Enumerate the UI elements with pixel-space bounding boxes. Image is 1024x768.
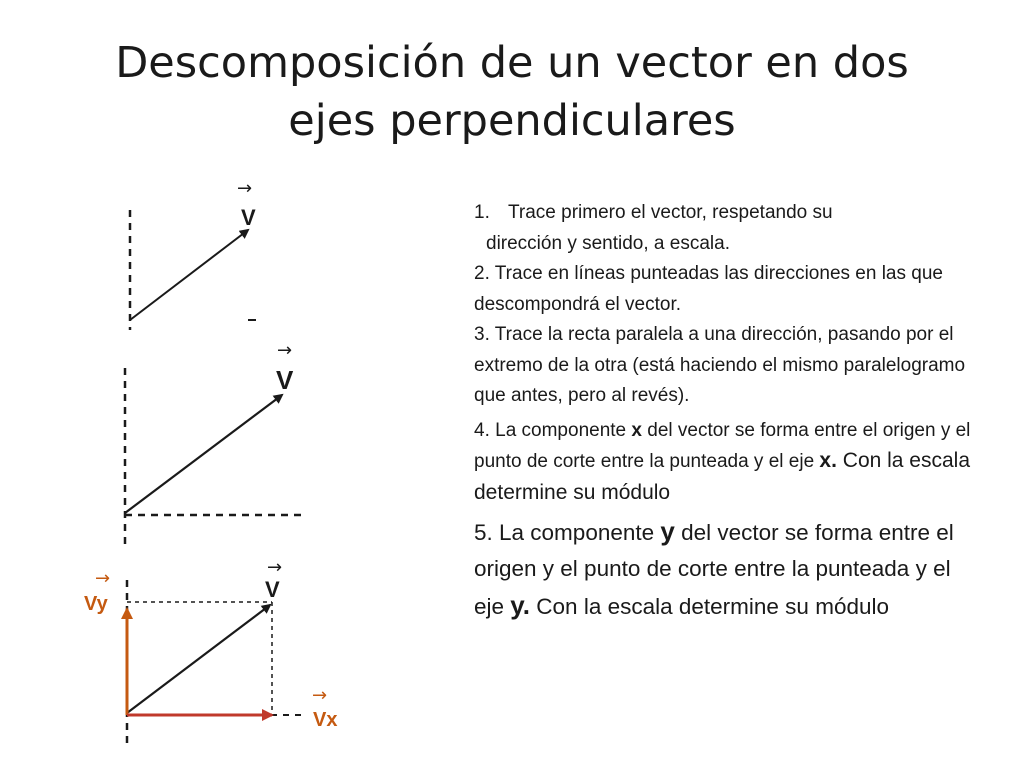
step-5-variable-y: y <box>660 516 675 546</box>
panel-2-vector <box>125 395 282 513</box>
step-5-part-1: 5. La componente <box>474 520 661 545</box>
step-5-part-3: Con la escala determine su módulo <box>530 594 889 619</box>
panel-1-vector-label: V <box>241 205 256 230</box>
step-3: 3. Trace la recta paralela a una dirección, pasando por el extremo de la otra (está haciendo el mismo paralelogramo que antes, pero al revés). <box>474 324 966 406</box>
step-1-line-1: Trace primero el vector, respetando su <box>508 202 833 223</box>
panel-3-vector-arrow-symbol: → <box>267 557 283 578</box>
step-4-part-1: 4. La componente <box>474 419 632 441</box>
step-1-line-2: dirección y sentido, a escala. <box>486 232 730 254</box>
panel-1 <box>130 210 256 330</box>
step-1 <box>474 198 994 259</box>
panel-3-vector-label: V <box>265 577 280 602</box>
step-5-part-2: del vector se forma entre el origen y el punto de corte entre la punteada y el eje <box>474 520 954 619</box>
step-5-variable-y-eje: y. <box>510 590 531 620</box>
component-x-label: Vx <box>313 709 338 731</box>
vector-decomposition-figure <box>84 175 360 755</box>
step-4 <box>474 416 994 510</box>
slide-title <box>0 34 1024 150</box>
steps-list <box>474 198 994 625</box>
figure-drawing <box>100 175 360 755</box>
panel-2-vector-label: V <box>276 365 294 395</box>
step-4-variable-x: x <box>631 419 642 441</box>
component-y-label: Vy <box>84 593 108 615</box>
step-4-part-3: Con la escala determine su módulo <box>474 449 971 504</box>
panel-3-vector <box>127 605 270 713</box>
slide-title-line-1: Descomposición de un vector en dos <box>115 38 909 88</box>
panel-3 <box>127 580 305 747</box>
step-2: 2. Trace en líneas punteadas las direcciones en las que descompondrá el vector. <box>474 263 943 315</box>
step-1-number: 1. <box>474 202 490 223</box>
panel-1-vector <box>130 230 248 320</box>
slide-title-line-2: ejes perpendiculares <box>288 96 736 146</box>
step-4-variable-x-eje: x. <box>819 449 837 472</box>
panel-1-vector-arrow-symbol: → <box>237 178 253 199</box>
component-y-arrow-symbol: → <box>95 568 111 589</box>
step-5 <box>474 513 994 625</box>
panel-2-vector-arrow-symbol: → <box>277 340 293 361</box>
step-4-part-2: del vector se forma entre el origen y el punto de corte entre la punteada y el eje <box>474 419 971 472</box>
component-x-arrow-symbol: → <box>312 685 328 706</box>
